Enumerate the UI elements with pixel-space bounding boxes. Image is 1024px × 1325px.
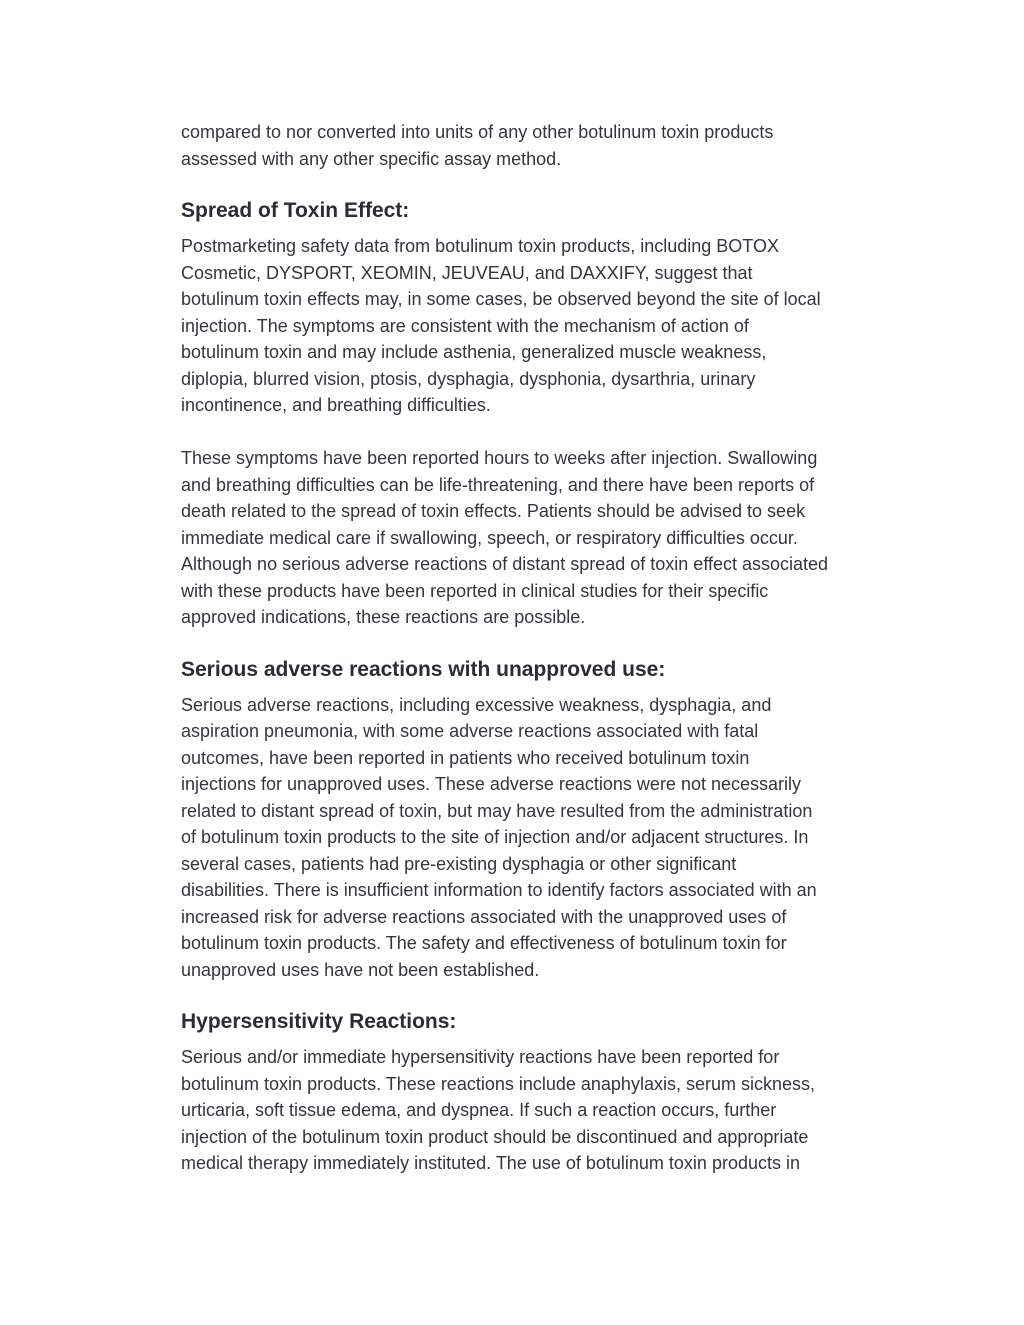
text-line: These symptoms have been reported hours to weeks after injection. Swallowing — [181, 448, 818, 468]
text-line: several cases, patients had pre-existing dysphagia or other significant — [181, 853, 737, 874]
section-heading: Spread of Toxin Effect: — [181, 199, 410, 222]
text-line: incontinence, and breathing difficulties. — [181, 395, 491, 415]
paragraph — [181, 1044, 911, 1177]
text-line: urticaria, soft tissue edema, and dyspnea. If such a reaction occurs, further — [181, 1100, 777, 1120]
intro-paragraph — [181, 119, 911, 172]
text-line: Although no serious adverse reactions of distant spread of toxin effect associated — [181, 554, 829, 574]
section-heading: Hypersensitivity Reactions: — [181, 1010, 457, 1033]
paragraph — [181, 692, 911, 984]
text-line: increased risk for adverse reactions associated with the unapproved uses of — [181, 906, 787, 927]
text-line: unapproved uses have not been established. — [181, 959, 540, 980]
text-line: compared to nor converted into units of any other botulinum toxin products — [181, 122, 774, 142]
text-line: outcomes, have been reported in patients who received botulinum toxin — [181, 747, 750, 768]
text-line: immediate medical care if swallowing, speech, or respiratory difficulties occur. — [181, 527, 798, 548]
document-page — [181, 119, 911, 1177]
text-line: Cosmetic, DYSPORT, XEOMIN, JEUVEAU, and DAXXIFY, suggest that — [181, 262, 753, 283]
text-line: botulinum toxin products. The safety and effectiveness of botulinum toxin for — [181, 933, 787, 953]
text-line: diplopia, blurred vision, ptosis, dysphagia, dysphonia, dysarthria, urinary — [181, 368, 756, 389]
paragraph — [181, 233, 911, 419]
text-line: approved indications, these reactions are possible. — [181, 607, 586, 627]
text-line: injection. The symptoms are consistent with the mechanism of action of — [181, 315, 749, 336]
section-hypersensitivity-reactions — [181, 1010, 911, 1177]
text-line: injection of the botulinum toxin product should be discontinued and appropriate — [181, 1126, 809, 1147]
text-line: and breathing difficulties can be life-threatening, and there have been reports of — [181, 474, 815, 495]
text-line: medical therapy immediately instituted. The use of botulinum toxin products in — [181, 1153, 800, 1173]
text-line: assessed with any other specific assay method. — [181, 148, 562, 169]
text-line: of botulinum toxin products to the site of injection and/or adjacent structures. In — [181, 827, 809, 847]
text-line: injections for unapproved uses. These adverse reactions were not necessarily — [181, 774, 802, 794]
text-line: aspiration pneumonia, with some adverse reactions associated with fatal — [181, 721, 759, 741]
section-heading: Serious adverse reactions with unapproved use: — [181, 657, 666, 681]
text-line: disabilities. There is insufficient information to identify factors associated with an — [181, 880, 817, 900]
paragraph — [181, 445, 911, 631]
section-spread-of-toxin-effect — [181, 199, 911, 631]
text-line: Serious and/or immediate hypersensitivity reactions have been reported for — [181, 1047, 780, 1067]
text-line: Serious adverse reactions, including excessive weakness, dysphagia, and — [181, 694, 772, 715]
text-line: Postmarketing safety data from botulinum toxin products, including BOTOX — [181, 236, 779, 256]
text-line: botulinum toxin and may include asthenia, generalized muscle weakness, — [181, 342, 767, 362]
text-line: with these products have been reported in clinical studies for their specific — [181, 580, 769, 601]
text-line: death related to the spread of toxin effects. Patients should be advised to seek — [181, 501, 806, 521]
text-line: botulinum toxin effects may, in some cases, be observed beyond the site of local — [181, 289, 821, 309]
text-line: botulinum toxin products. These reactions include anaphylaxis, serum sickness, — [181, 1073, 815, 1094]
section-serious-adverse-reactions — [181, 658, 911, 984]
text-line: related to distant spread of toxin, but may have resulted from the administration — [181, 800, 813, 821]
